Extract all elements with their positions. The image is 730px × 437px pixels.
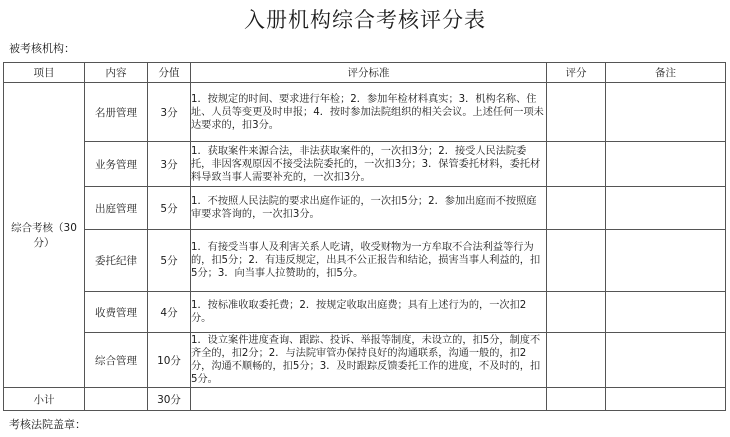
score-value-cell: 5分 [148, 230, 191, 292]
remarks-cell[interactable] [606, 83, 726, 142]
score-value-cell: 4分 [148, 292, 191, 333]
content-cell: 综合管理 [85, 333, 148, 388]
seal-label: 考核法院盖章： [9, 418, 86, 431]
criteria-cell: 1．有接受当事人及利害关系人吃请，收受财物为一方牟取不合法利益等行为的，扣5分；2．有违反规定，出具不公正报告和结论，损害当事人利益的，扣5分；3．向当事人拉赞助的，扣5分。 [191, 230, 547, 292]
institution-label: 被考核机构： [9, 42, 75, 55]
table-row [4, 230, 726, 292]
header-item: 项目 [4, 63, 85, 83]
score-value-cell: 5分 [148, 187, 191, 230]
header-content: 内容 [85, 63, 148, 83]
document-title: 入册机构综合考核评分表 [244, 8, 486, 32]
subtotal-criteria-cell [191, 388, 547, 411]
header-remarks: 备注 [606, 63, 726, 83]
remarks-cell[interactable] [606, 142, 726, 187]
table-row [4, 142, 726, 187]
remarks-cell[interactable] [606, 292, 726, 333]
header-row [4, 63, 726, 83]
criteria-cell: 1．不按照人民法院的要求出庭作证的，一次扣5分；2．参加出庭而不按照庭审要求答询的，一次扣3分。 [191, 187, 547, 230]
content-cell: 收费管理 [85, 292, 148, 333]
group-name: 综合考核（30分） [11, 222, 77, 249]
criteria-cell: 1．按规定的时间、要求进行年检；2．参加年检材料真实；3．机构名称、住址、人员等变更及时申报；4．按时参加法院组织的相关会议。上述任何一项未达要求的，扣3分。 [191, 83, 547, 142]
subtotal-label: 小计 [4, 388, 85, 411]
criteria-cell: 1．设立案件进度查询、跟踪、投诉、举报等制度，未设立的，扣5分，制度不齐全的，扣2分；2．与法院审管办保持良好的沟通联系，沟通一般的，扣2分，沟通不顺畅的，扣5分；3．及时跟踪反馈委托工作的进度，不及时的，扣5分。 [191, 333, 547, 388]
score-value-cell: 3分 [148, 142, 191, 187]
table-row [4, 187, 726, 230]
header-score-value: 分值 [148, 63, 191, 83]
subtotal-remarks-cell[interactable] [606, 388, 726, 411]
table-row [4, 292, 726, 333]
header-criteria: 评分标准 [191, 63, 547, 83]
subtotal-score-cell[interactable] [547, 388, 606, 411]
content-cell: 委托纪律 [85, 230, 148, 292]
remarks-cell[interactable] [606, 187, 726, 230]
subtotal-row [4, 388, 726, 411]
table-row [4, 83, 726, 142]
score-value-cell: 10分 [148, 333, 191, 388]
score-cell[interactable] [547, 142, 606, 187]
score-cell[interactable] [547, 83, 606, 142]
group-name-cell [4, 83, 85, 388]
score-cell[interactable] [547, 230, 606, 292]
criteria-cell: 1．按标准收取委托费；2．按规定收取出庭费；具有上述行为的，一次扣2分。 [191, 292, 547, 333]
table-row [4, 333, 726, 388]
content-cell: 名册管理 [85, 83, 148, 142]
score-cell[interactable] [547, 333, 606, 388]
score-value-cell: 3分 [148, 83, 191, 142]
subtotal-content-cell [85, 388, 148, 411]
score-cell[interactable] [547, 187, 606, 230]
remarks-cell[interactable] [606, 230, 726, 292]
remarks-cell[interactable] [606, 333, 726, 388]
header-score: 评分 [547, 63, 606, 83]
subtotal-score-value: 30分 [148, 388, 191, 411]
content-cell: 业务管理 [85, 142, 148, 187]
score-table [3, 62, 726, 411]
content-cell: 出庭管理 [85, 187, 148, 230]
score-cell[interactable] [547, 292, 606, 333]
criteria-cell: 1．获取案件来源合法，非法获取案件的，一次扣3分；2．接受人民法院委托，非因客观原因不接受法院委托的，一次扣3分；3．保管委托材料，委托材料导致当事人需要补充的，一次扣3分。 [191, 142, 547, 187]
